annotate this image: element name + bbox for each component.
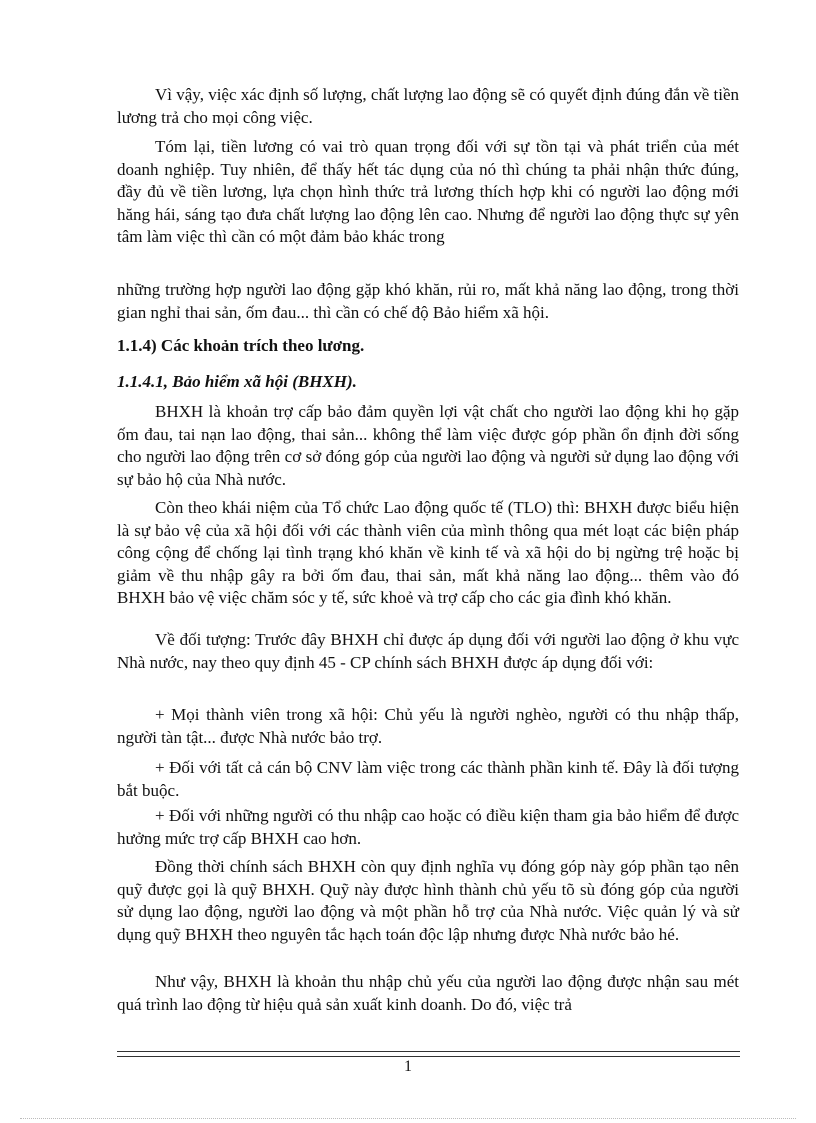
paragraph-10: Đồng thời chính sách BHXH còn quy định nghĩa vụ đóng góp này góp phần tạo nên quỹ được gọi là quỹ BHXH. Quỹ này được hình thành chủ yếu tõ sù đóng góp của người sử dụng lao động, người lao động và một phần hỗ trợ của Nhà nước. Việc quản lý và sử dụng quỹ BHXH theo nguyên tắc hạch toán độc lập nhưng được Nhà nước bảo hé. [117, 857, 739, 944]
page-number: 1 [404, 1058, 412, 1075]
page-edge-divider [20, 1118, 796, 1119]
paragraph-6: Về đối tượng: Trước đây BHXH chỉ được áp dụng đối với người lao động ở khu vực Nhà nước, nay theo quy định 45 - CP chính sách BHXH được áp dụng đối với: [117, 630, 739, 672]
footer-divider [117, 1051, 740, 1057]
list-item-3: + Đối với những người có thu nhập cao hoặc có điều kiện tham gia bảo hiểm để được hưởng mức trợ cấp BHXH cao hơn. [117, 806, 739, 848]
paragraph-11: Như vậy, BHXH là khoản thu nhập chủ yếu của người lao động được nhận sau mét quá trình lao động từ hiệu quả sản xuất kinh doanh. Do đó, việc trả [117, 972, 739, 1014]
paragraph-3: những trường hợp người lao động gặp khó khăn, rủi ro, mất khả năng lao động, trong thời gian nghỉ thai sản, ốm đau... thì cần có chế độ Bảo hiểm xã hội. [117, 280, 739, 322]
paragraph-2: Tóm lại, tiền lương có vai trò quan trọng đối với sự tồn tại và phát triển của mét doanh nghiệp. Tuy nhiên, để thấy hết tác dụng của nó thì chúng ta phải nhận thức đúng, đầy đủ về tiền lương, lựa chọn hình thức trả lương thích hợp khi có người lao động mới hăng hái, sáng tạo đưa chất lượng lao động lên cao. Nhưng để người lao động thực sự yên tâm làm việc thì cần có một đảm bảo khác trong [117, 137, 739, 246]
paragraph-1: Vì vậy, việc xác định số lượng, chất lượng lao động sẽ có quyết định đúng đắn về tiền lương trả cho mọi công việc. [117, 85, 739, 127]
paragraph-4: BHXH là khoản trợ cấp bảo đảm quyền lợi vật chất cho người lao động khi họ gặp ốm đau, tai nạn lao động, thai sản... không thể làm việc được góp phần ổn định đời sống cho người lao động trên cơ sở đóng góp của người lao động và người sử dụng lao động với sự bảo hộ của Nhà nước. [117, 402, 739, 489]
section-heading-1-1-4-1: 1.1.4.1, Bảo hiểm xã hội (BHXH). [117, 372, 357, 391]
list-item-1: + Mọi thành viên trong xã hội: Chủ yếu là người nghèo, người có thu nhập thấp, người tàn tật... được Nhà nước bảo trợ. [117, 705, 739, 747]
list-item-2: + Đối với tất cả cán bộ CNV làm việc trong các thành phần kinh tế. Đây là đối tượng bắt buộc. [117, 758, 739, 800]
section-heading-1-1-4: 1.1.4) Các khoản trích theo lương. [117, 336, 365, 355]
paragraph-5: Còn theo khái niệm của Tổ chức Lao động quốc tế (TLO) thì: BHXH được biểu hiện là sự bảo vệ của xã hội đối với các thành viên của mình thông qua mét loạt các biện pháp công cộng để chống lại tình trạng khó khăn về kinh tế và xã hội do bị ngừng trệ hoặc bị giảm về thu nhập gây ra bởi ốm đau, thai sản, mất khả năng lao động... thêm vào đó BHXH bảo vệ việc chăm sóc y tế, sức khoẻ và trợ cấp cho các gia đình khó khăn. [117, 498, 739, 607]
